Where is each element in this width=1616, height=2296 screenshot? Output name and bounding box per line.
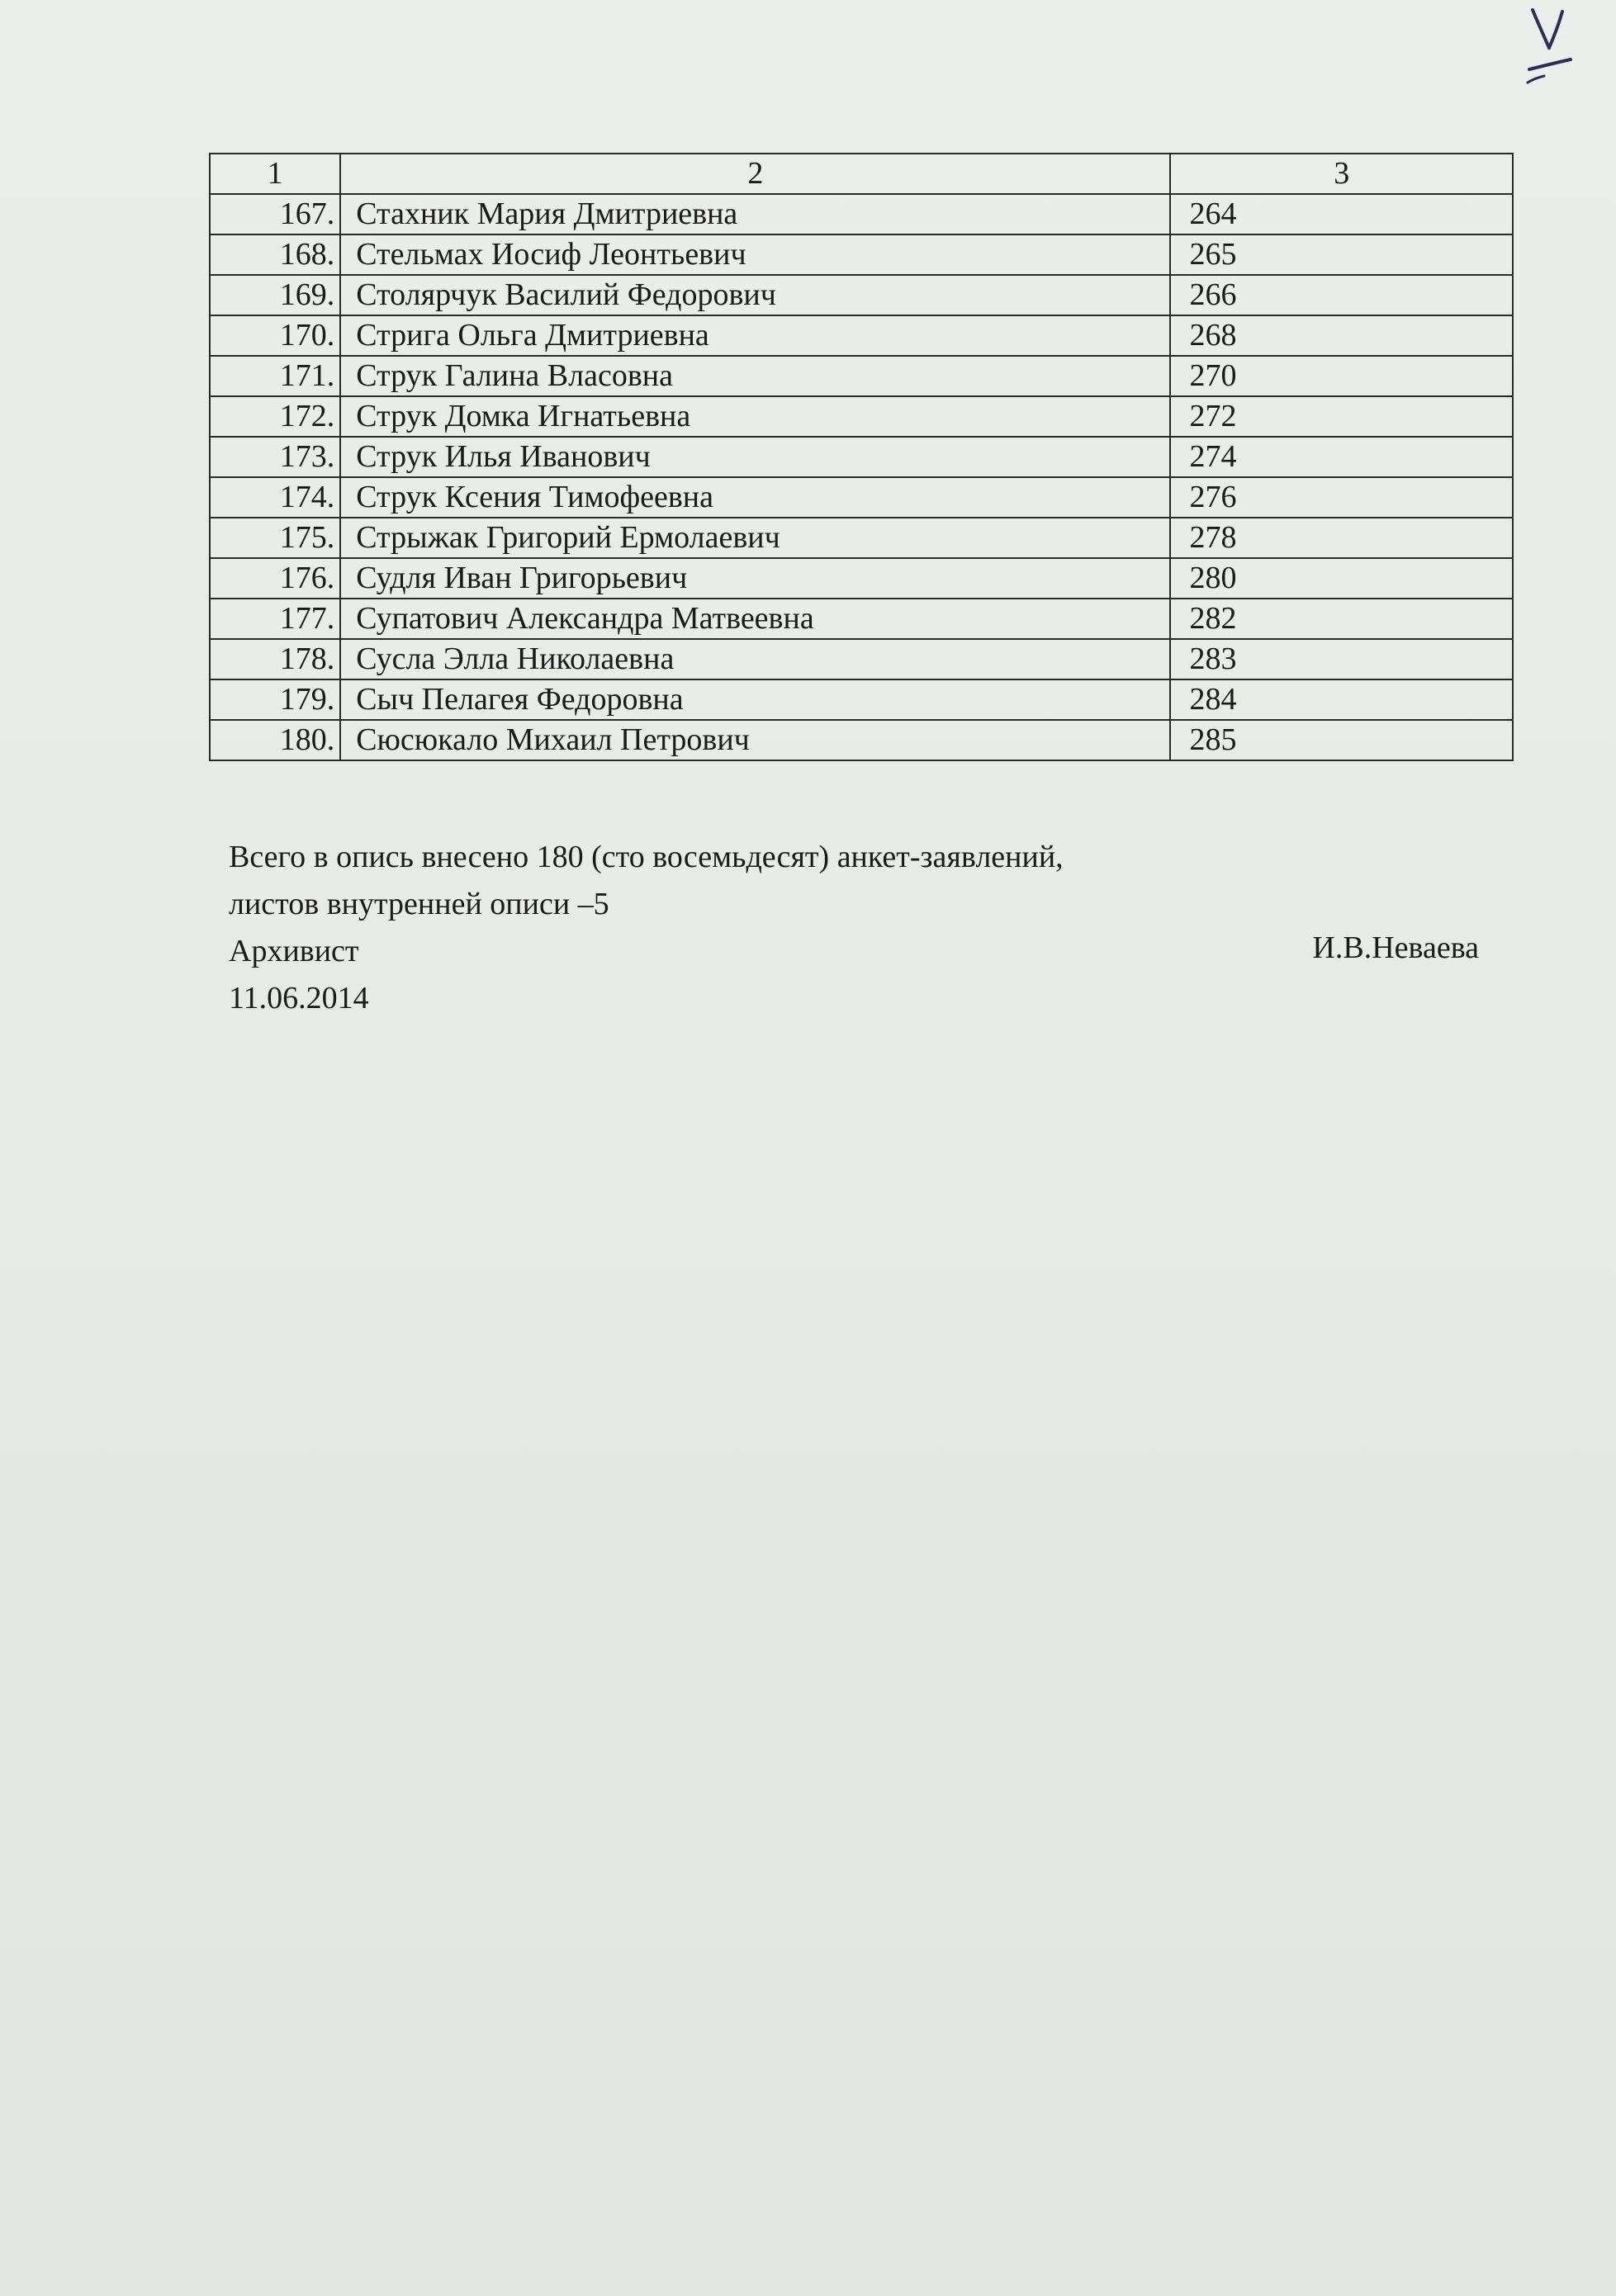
row-number: 169. xyxy=(210,275,340,315)
row-number: 180. xyxy=(210,720,340,760)
row-page-number: 283 xyxy=(1170,639,1513,679)
table-row xyxy=(210,437,1513,477)
header-col-1: 1 xyxy=(210,154,340,194)
row-person-name: Струк Галина Власовна xyxy=(340,356,1170,396)
row-person-name: Супатович Александра Матвеевна xyxy=(340,599,1170,639)
row-person-name: Стахник Мария Дмитриевна xyxy=(340,194,1170,234)
row-page-number: 274 xyxy=(1170,437,1513,477)
table-row xyxy=(210,356,1513,396)
row-number: 177. xyxy=(210,599,340,639)
row-number: 175. xyxy=(210,518,340,558)
row-person-name: Струк Илья Иванович xyxy=(340,437,1170,477)
row-number: 167. xyxy=(210,194,340,234)
row-page-number: 284 xyxy=(1170,679,1513,720)
signer-name: И.В.Неваева xyxy=(1312,930,1479,965)
row-number: 170. xyxy=(210,315,340,356)
row-number: 172. xyxy=(210,396,340,437)
row-number: 173. xyxy=(210,437,340,477)
row-person-name: Стельмах Иосиф Леонтьевич xyxy=(340,234,1170,275)
total-entries-line: Всего в опись внесено 180 (сто восемьдесят) анкет-заявлений, xyxy=(229,840,1064,874)
table-row xyxy=(210,315,1513,356)
header-col-3: 3 xyxy=(1170,154,1513,194)
table-row xyxy=(210,518,1513,558)
row-page-number: 282 xyxy=(1170,599,1513,639)
row-number: 176. xyxy=(210,558,340,599)
row-person-name: Сюсюкало Михаил Петрович xyxy=(340,720,1170,760)
sheets-count-line: листов внутренней описи –5 xyxy=(229,887,609,921)
table-row xyxy=(210,558,1513,599)
row-person-name: Струк Домка Игнатьевна xyxy=(340,396,1170,437)
row-person-name: Струк Ксения Тимофеевна xyxy=(340,477,1170,518)
row-number: 168. xyxy=(210,234,340,275)
table-row xyxy=(210,275,1513,315)
inventory-table xyxy=(209,153,1514,761)
table-row xyxy=(210,679,1513,720)
row-page-number: 278 xyxy=(1170,518,1513,558)
row-person-name: Столярчук Василий Федорович xyxy=(340,275,1170,315)
row-number: 179. xyxy=(210,679,340,720)
header-col-2: 2 xyxy=(340,154,1170,194)
row-page-number: 285 xyxy=(1170,720,1513,760)
row-page-number: 265 xyxy=(1170,234,1513,275)
table-row xyxy=(210,720,1513,760)
row-person-name: Сыч Пелагея Федоровна xyxy=(340,679,1170,720)
row-person-name: Сусла Элла Николаевна xyxy=(340,639,1170,679)
table-row xyxy=(210,477,1513,518)
row-person-name: Стрыжак Григорий Ермолаевич xyxy=(340,518,1170,558)
table-row xyxy=(210,396,1513,437)
table-row xyxy=(210,194,1513,234)
table-row xyxy=(210,639,1513,679)
handwritten-check-mark xyxy=(1526,0,1592,91)
row-page-number: 266 xyxy=(1170,275,1513,315)
row-number: 171. xyxy=(210,356,340,396)
row-person-name: Стрига Ольга Дмитриевна xyxy=(340,315,1170,356)
row-page-number: 272 xyxy=(1170,396,1513,437)
row-page-number: 268 xyxy=(1170,315,1513,356)
table-row xyxy=(210,599,1513,639)
document-date: 11.06.2014 xyxy=(229,981,369,1015)
row-page-number: 270 xyxy=(1170,356,1513,396)
row-person-name: Судля Иван Григорьевич xyxy=(340,558,1170,599)
signer-position: Архивист xyxy=(229,934,359,968)
row-number: 178. xyxy=(210,639,340,679)
row-number: 174. xyxy=(210,477,340,518)
row-page-number: 276 xyxy=(1170,477,1513,518)
row-page-number: 264 xyxy=(1170,194,1513,234)
table-header-row xyxy=(210,154,1513,194)
table-row xyxy=(210,234,1513,275)
row-page-number: 280 xyxy=(1170,558,1513,599)
